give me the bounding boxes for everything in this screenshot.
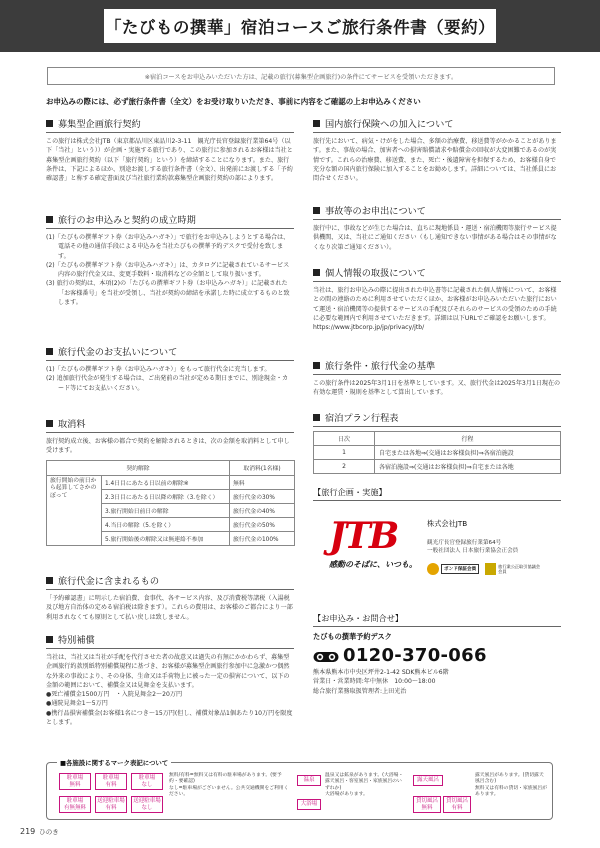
private-bath-free-mark: 貸切風呂 無料: [413, 796, 441, 813]
table-cell: 旅行代金の50%: [230, 517, 295, 531]
page-number: 219: [20, 827, 36, 836]
square-bullet-icon: [46, 348, 53, 355]
organizer-block: [313, 487, 561, 599]
square-bullet-icon: [313, 207, 320, 214]
list-item: (1)「たびもの撰華ギフト券（お申込みハガキ）」で旅行をお申込みしようとする場合は、電話その他の通信手段による申込みを当社たびもの撰華予約デスクで受付を致します。: [46, 234, 290, 260]
section-title: 国内旅行保険への加入について: [325, 119, 454, 130]
section-contract: [46, 116, 294, 183]
section-title: 個人情報の取扱について: [325, 268, 426, 279]
legend-desc: 温泉又は鉱泉があります。(大浴場・露天風呂・客室風呂・家族風呂のいずれか) 大浴場があります。: [325, 773, 404, 798]
freedial-icon: [313, 649, 339, 663]
table-cell: 無料: [230, 475, 295, 489]
contact-title: 【お申込み・お問合せ】: [313, 613, 561, 627]
section-text: この旅行条件は2025年3月1日を基準としています。又、旅行代金は2025年3月1日現在の有効な運賃・規則を基準として算出しています。: [313, 380, 561, 397]
private-bath-paid-mark: 貸切風呂 有料: [443, 796, 471, 813]
list-item: (2) 追加旅行代金が発生する場合は、ご出発前の当社が定める期日までに、別途現金・カード等にてお支払いください。: [46, 375, 289, 392]
shuttle-parking-none-mark: 送迎駐車場 なし: [131, 796, 163, 813]
brand-name: ひのき: [39, 828, 59, 836]
desk-name: たびもの撰華予約デスク: [313, 632, 392, 641]
table-cell: 4.当日の解除（5.を除く）: [102, 517, 230, 531]
roten-mark: 露天風呂: [413, 775, 443, 786]
table-row-head: 旅行開始の前日から起算してさかのぼって: [47, 475, 102, 545]
fair-trade-badge: 旅行業公正取引協議会会員: [485, 563, 542, 575]
privacy-url-link[interactable]: https://www.jtbcorp.jp/jp/privacy/jtb/: [313, 324, 425, 332]
table-cell: 1: [314, 446, 375, 460]
company-name: 株式会社JTB: [427, 519, 468, 528]
company-line: 観光庁長官登録旅行業第64号: [427, 540, 502, 546]
square-bullet-icon: [46, 216, 53, 223]
page-title: 「たびもの撰華」宿泊コースご旅行条件書（要約）: [104, 9, 496, 43]
itinerary-table: [313, 431, 561, 474]
table-cell: 旅行代金の100%: [230, 531, 295, 545]
square-bullet-icon: [313, 269, 320, 276]
square-bullet-icon: [46, 420, 53, 427]
list-item: (2)「たびもの撰華ギフト券（お申込みハガキ）」は、カタログに記載されているサービス内容の旅行代金又は、変更手数料・取消料などの全額として取り扱います。: [46, 261, 290, 279]
square-bullet-icon: [46, 636, 53, 643]
legend-title: ■各施設に関するマーク表記について: [57, 758, 171, 767]
square-bullet-icon: [313, 120, 320, 127]
table-header: 日次: [314, 432, 375, 446]
section-title: 特別補償: [58, 635, 95, 646]
table-header: 取消料(1名様): [230, 460, 295, 475]
shuttle-parking-paid-mark: 送迎駐車場 有料: [95, 796, 127, 813]
section-cancellation: [46, 416, 294, 546]
parking-none-mark: 駐車場 なし: [131, 773, 163, 790]
section-title: 宿泊プラン行程表: [325, 413, 399, 424]
section-text: 旅行中に、事故などが生じた場合は、直ちに現地係員・運送・宿泊機関等旅行サービス提供機関、又は、当社にご通知ください（もし通知できない事情がある場合はその事情がなくなり次第ご通知ください）。: [313, 225, 557, 251]
section-title: 事故等のお申出について: [325, 206, 426, 217]
section-included: [46, 573, 294, 622]
square-bullet-icon: [313, 414, 320, 421]
section-privacy: [313, 265, 561, 332]
table-cell: 旅行代金の40%: [230, 503, 295, 517]
square-bullet-icon: [46, 577, 53, 584]
table-cell: 5.旅行開始後の解除又は無連絡不参加: [102, 531, 230, 545]
daiyokujo-mark: 大浴場: [297, 799, 321, 810]
phone-number[interactable]: 0120-370-066: [343, 645, 487, 666]
section-text: 当社は、旅行お申込みの際に提出された申込書等に記載された個人情報について、お客様との間の連絡のために利用させていただくほか、お客様がお申込みいただいた旅行において運送・宿泊機関等の提供するサービスの手配及びそれらのサービスの受領のための手続に必要な範囲内で利用させていただきます。詳細は以下URLでご確認をお願いします。: [313, 287, 557, 322]
square-bullet-icon: [313, 362, 320, 369]
section-text: 当社は、当社又は当社が手配を代行させた者の故意又は過失の有無にかかわらず、募集型企画旅行約款別紙特別補償規程に基づき、お客様が募集型企画旅行参加中に急激かつ偶然な外来の事故により、その身体、生命又は手荷物上に被った一定の損害について、以下の金額の範囲において、補償金又は見舞金を支払います。: [46, 654, 290, 689]
table-cell: 各宿泊施設⇒(交通はお客様負担)⇒自宅または各地: [375, 460, 561, 474]
list-item: (1)「たびもの撰華ギフト券（お申込みハガキ）」をもって旅行代金に充当します。: [46, 366, 271, 373]
table-header: 契約解除: [47, 460, 230, 475]
section-title: 取消料: [58, 419, 86, 430]
section-special-compensation: [46, 632, 294, 727]
cancellation-table: [46, 460, 295, 546]
section-text: 「予約確認書」に明示した宿泊費、食事代、各サービス内容、及び消費税等諸税（入湯税及び地方自治体の定める宿泊税は除きます）。これらの費用は、お客様のご都合により一部利用されなくても原則として払い戻しは致しません。: [46, 595, 293, 621]
header-bar: [0, 0, 600, 52]
table-cell: 旅行代金の30%: [230, 489, 295, 503]
lead-text: お申込みの際には、必ず旅行条件書（全文）をお受け取りいただき、事前に内容をご確認の上お申込みください: [46, 97, 421, 106]
section-itinerary: [313, 410, 561, 474]
fair-trade-icon: [485, 563, 496, 575]
table-cell: 2.3日目にあたる日以降の解除（3.を除く）: [102, 489, 230, 503]
organizer-title: 【旅行企画・実施】: [313, 487, 561, 501]
list-item: ●携行品損害補償金(お客様1名につき〜15万円(但し、補償対象品1個あたり10万円を限度とします。: [46, 709, 293, 727]
contact-line: 熊本県熊本市中央区坪井2-1-42 SDK熊本ビル6階: [313, 669, 449, 676]
parking-free-mark: 駐車場 無料: [59, 773, 91, 790]
onsen-mark: 温泉: [297, 775, 321, 786]
table-cell: 2: [314, 460, 375, 474]
square-bullet-icon: [46, 120, 53, 127]
section-text: この旅行は株式会社JTB（東京都品川区東品川2-3-11 観光庁長官登録旅行業第64号（以下「当社」という））が企画・実施する旅行であり、この旅行に参加されるお客様は当社と募集型企画旅行契約（以下「旅行契約」という）を締結することになります。また、旅行条件は、下記によるほか、別途お渡しする旅行条件書（全文）、出発前にお渡しする「予約確認書」と称する確定書面及び当社旅行業約款募集型企画旅行契約の部によります。: [46, 138, 293, 183]
section-text: 旅行契約成立後、お客様の都合で契約を解除されるときは、次の金額を取消料として申し受けます。: [46, 438, 290, 455]
parking-paid-mark: 駐車場 有料: [95, 773, 127, 790]
facility-mark-legend: [46, 759, 553, 820]
contact-line: 総合旅行業務取扱管理者:上田光治: [313, 687, 407, 695]
section-title: 旅行代金のお支払いについて: [58, 347, 178, 358]
table-cell: 自宅または各地⇒(交通はお客様負担)⇒各宿泊施設: [375, 446, 561, 460]
bond-badge: ボンド保証会員: [427, 563, 479, 575]
list-item: ●死亡補償金1500万円 ・入院見舞金2〜20万円: [46, 691, 183, 699]
section-title: 旅行条件・旅行代金の基準: [325, 361, 436, 372]
slogan: 感動のそばに、いつも。: [329, 560, 417, 569]
list-item: ●通院見舞金1〜5万円: [46, 700, 108, 708]
contact-block: [313, 613, 561, 696]
section-title: 募集型企画旅行契約: [58, 119, 141, 130]
section-application: [46, 212, 294, 307]
legend-desc: 無料/有料=無料又は有料の駐車場があります。(要予約・要確認) なし=駐車場がございません。公共交通機関をご利用ください。: [169, 773, 289, 798]
section-text: 旅行先において、病気・けがをした場合、多額の治療費、移送費等がかかることがあります。また、事故の場合、加害者への損害賠償請求や賠償金の回収が大変困難であるのが実情です。これらの治療費、移送費、また、死亡・後遺障害を担保するため、お客様自身で充分な額の国内旅行保険に加入することをお勧めします。詳細については、当社係員にお問合せください。: [313, 138, 557, 183]
table-cell: 3.旅行開始日前日の解除: [102, 503, 230, 517]
parking-mark: 駐車場 有無無料: [59, 796, 91, 813]
legend-desc: 露天風呂があります。(貸切露天風呂含む) 無料又は有料の貸切・家族風呂があります。: [475, 773, 547, 798]
section-payment: [46, 344, 294, 393]
table-header: 行程: [375, 432, 561, 446]
jtb-logo: JTB: [329, 515, 398, 557]
section-basis: [313, 358, 561, 398]
section-accident: [313, 203, 561, 252]
contact-line: 営業日・営業時間:年中無休 10:00〜18:00: [313, 678, 436, 686]
table-cell: 1.4日目にあたる日以前の解除※: [102, 475, 230, 489]
bond-icon: [427, 563, 439, 575]
section-insurance: [313, 116, 561, 183]
section-title: 旅行代金に含まれるもの: [58, 576, 160, 587]
section-title: 旅行のお申込みと契約の成立時期: [58, 215, 196, 226]
company-line: 一般社団法人 日本旅行業協会正会員: [427, 548, 519, 554]
notice-box: ※宿泊コースをお申込みいただいた方は、記載の旅行(募集型企画旅行)の条件にてサービスを受領いただきます。: [47, 67, 555, 85]
list-item: (3) 旅行の契約は、本項(2)の「たびもの撰華ギフト券（お申込みハガキ）」に記載された「お客様番号」を当社が受領し、当社が契約の締結を承諾した時に成立するものと致します。: [46, 280, 290, 307]
page-footer: [20, 827, 59, 836]
